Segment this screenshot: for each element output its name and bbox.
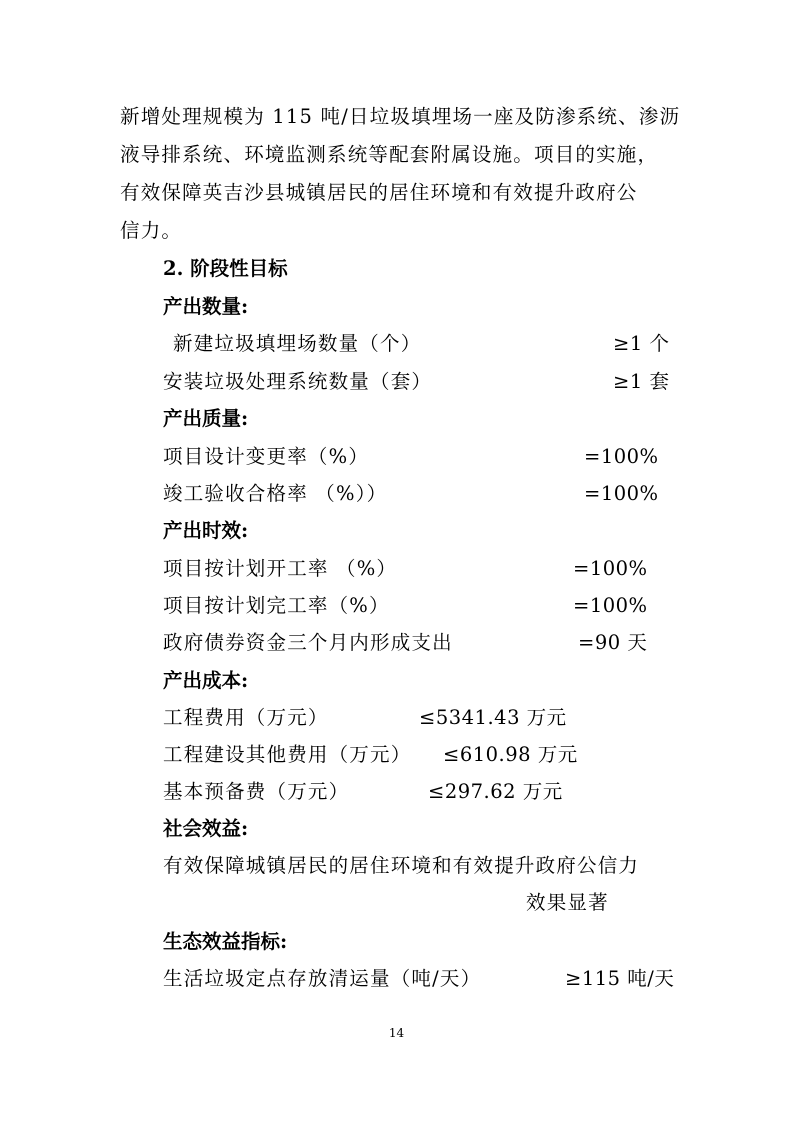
row-value: =100% <box>584 445 659 468</box>
page-number: 14 <box>388 1026 405 1040</box>
heading-output-timeliness: 产出时效: <box>163 519 249 542</box>
row-label: 基本预备费（万元） <box>163 780 350 803</box>
heading-output-quantity: 产出数量: <box>163 295 249 318</box>
section-title: 2. 阶段性目标 <box>163 257 288 280</box>
social-benefit-text: 有效保障城镇居民的居住环境和有效提升政府公信力 <box>163 854 640 877</box>
intro-line-1: 新增处理规模为 115 吨/日垃圾填埋场一座及防渗系统、渗沥 <box>120 105 681 128</box>
row-label: 安装垃圾处理系统数量（套） <box>163 370 433 393</box>
row-label: 政府债券资金三个月内形成支出 <box>163 631 453 654</box>
row-label: 新建垃圾填埋场数量（个） <box>173 332 422 355</box>
row-label: 生活垃圾定点存放清运量（吨/天） <box>163 967 482 990</box>
row-value: ≥1 套 <box>613 370 670 393</box>
row-label: 项目设计变更率（%） <box>163 445 370 468</box>
row-label: 竣工验收合格率 （%）） <box>163 482 388 505</box>
intro-line-2: 液导排系统、环境监测系统等配套附属设施。项目的实施， <box>120 143 659 166</box>
row-label: 工程建设其他费用（万元） <box>163 743 412 766</box>
intro-line-4: 信力。 <box>120 219 183 242</box>
heading-social-benefit: 社会效益: <box>163 817 249 840</box>
row-value: ≤610.98 万元 <box>443 743 578 766</box>
row-value: ≥115 吨/天 <box>565 967 675 990</box>
row-value: ≤297.62 万元 <box>428 780 563 803</box>
row-value: =90 天 <box>578 631 648 654</box>
row-label: 工程费用（万元） <box>163 706 329 729</box>
row-label: 项目按计划开工率 （%） <box>163 557 398 580</box>
row-value: =100% <box>573 557 648 580</box>
row-value: ≤5341.43 万元 <box>419 706 567 729</box>
heading-output-cost: 产出成本: <box>163 669 249 692</box>
row-value: =100% <box>573 594 648 617</box>
heading-output-quality: 产出质量: <box>163 407 249 430</box>
row-value: =100% <box>584 482 659 505</box>
social-benefit-text-cont: 效果显著 <box>526 891 609 914</box>
intro-line-3: 有效保障英吉沙县城镇居民的居住环境和有效提升政府公 <box>120 181 638 204</box>
row-label: 项目按计划完工率（%） <box>163 594 390 617</box>
heading-ecological-benefit: 生态效益指标: <box>163 930 288 953</box>
row-value: ≥1 个 <box>613 332 670 355</box>
